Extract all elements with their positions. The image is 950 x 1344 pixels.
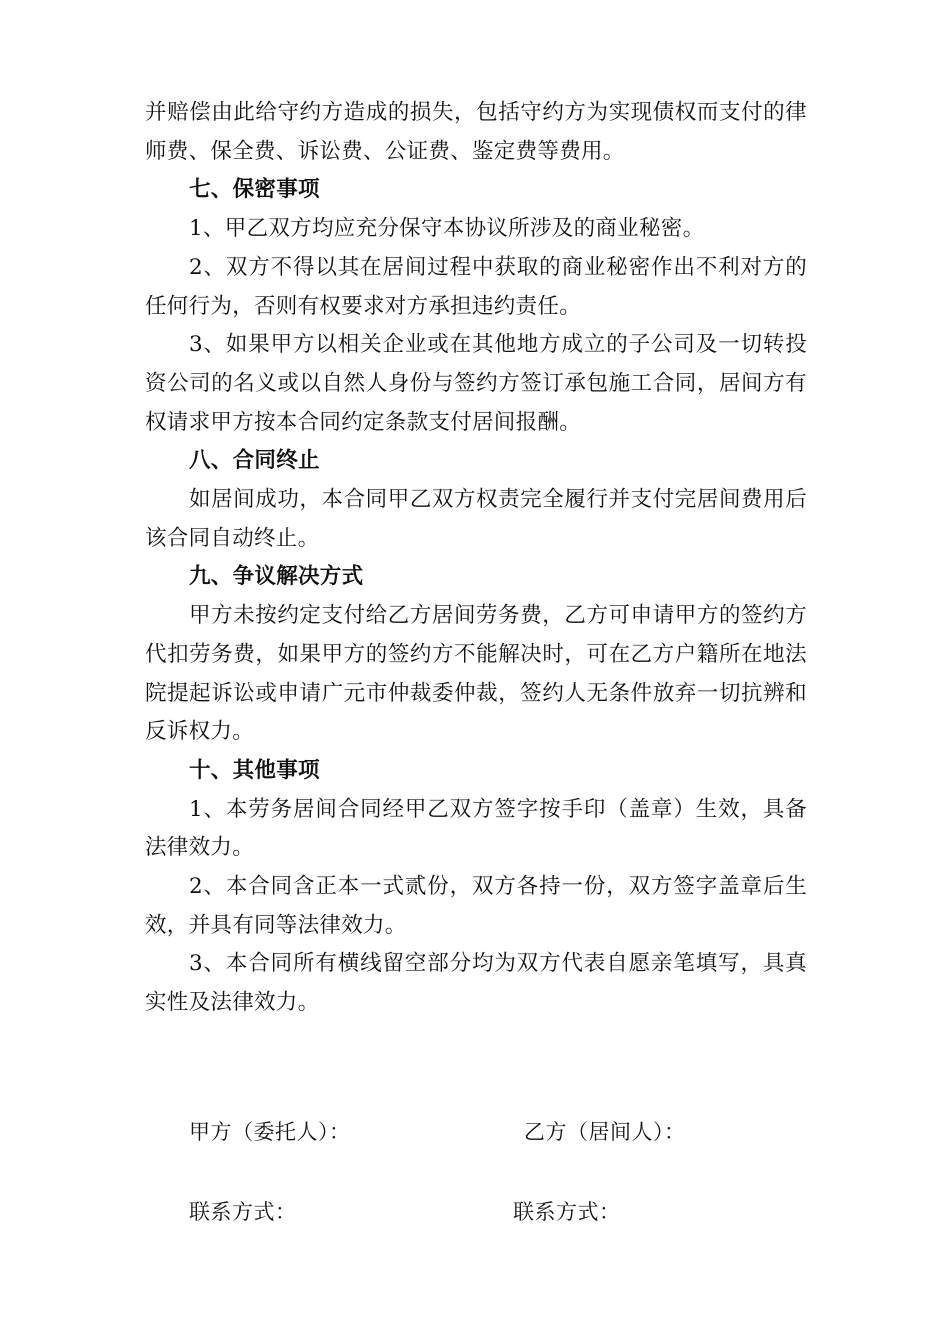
section-heading-dispute: 九、争议解决方式 [189, 564, 364, 590]
clause-paragraph: 2、双方不得以其在居间过程中获取的商业秘密作出不利对方的任何行为，否则有权要求对方承担违约责任。 [145, 254, 807, 319]
clause-paragraph: 2、本合同含正本一式贰份，双方各持一份，双方签字盖章后生效，并具有同等法律效力。 [145, 874, 807, 938]
contract-body [145, 94, 807, 1023]
clause-paragraph: 3、如果甲方以相关企业或在其他地方成立的子公司及一切转投资公司的名义或以自然人身份与签约方签订承包施工合同，居间方有权请求甲方按本合同约定条款支付居间报酬。 [145, 332, 807, 435]
clause-paragraph: 1、甲乙双方均应充分保守本协议所涉及的商业秘密。 [189, 216, 705, 242]
section-heading-other: 十、其他事项 [189, 757, 320, 783]
continuation-paragraph: 并赔偿由此给守约方造成的损失，包括守约方为实现债权而支付的律师费、保全费、诉讼费、公证费、鉴定费等费用。 [145, 100, 807, 164]
party-a-contact: 联系方式： [189, 1200, 297, 1224]
clause-paragraph: 3、本合同所有横线留空部分均为双方代表自愿亲笔填写，具真实性及法律效力。 [145, 951, 807, 1016]
clause-paragraph: 如居间成功，本合同甲乙双方权责完全履行并支付完居间费用后该合同自动终止。 [145, 487, 807, 551]
section-heading-confidentiality: 七、保密事项 [189, 177, 320, 203]
clause-paragraph: 1、本劳务居间合同经甲乙双方签字按手印（盖章）生效，具备法律效力。 [145, 796, 807, 861]
clause-paragraph: 甲方未按约定支付给乙方居间劳务费，乙方可申请甲方的签约方代扣劳务费，如果甲方的签约方不能解决时，可在乙方户籍所在地法院提起诉讼或申请广元市仲裁委仲裁，签约人无条件放弃一切抗辨和反诉权力。 [145, 603, 807, 745]
party-b-label: 乙方（居间人）： [524, 1120, 686, 1144]
party-b-contact: 联系方式： [513, 1200, 621, 1224]
party-a-label: 甲方（委托人）： [189, 1120, 351, 1144]
section-heading-termination: 八、合同终止 [189, 448, 320, 474]
